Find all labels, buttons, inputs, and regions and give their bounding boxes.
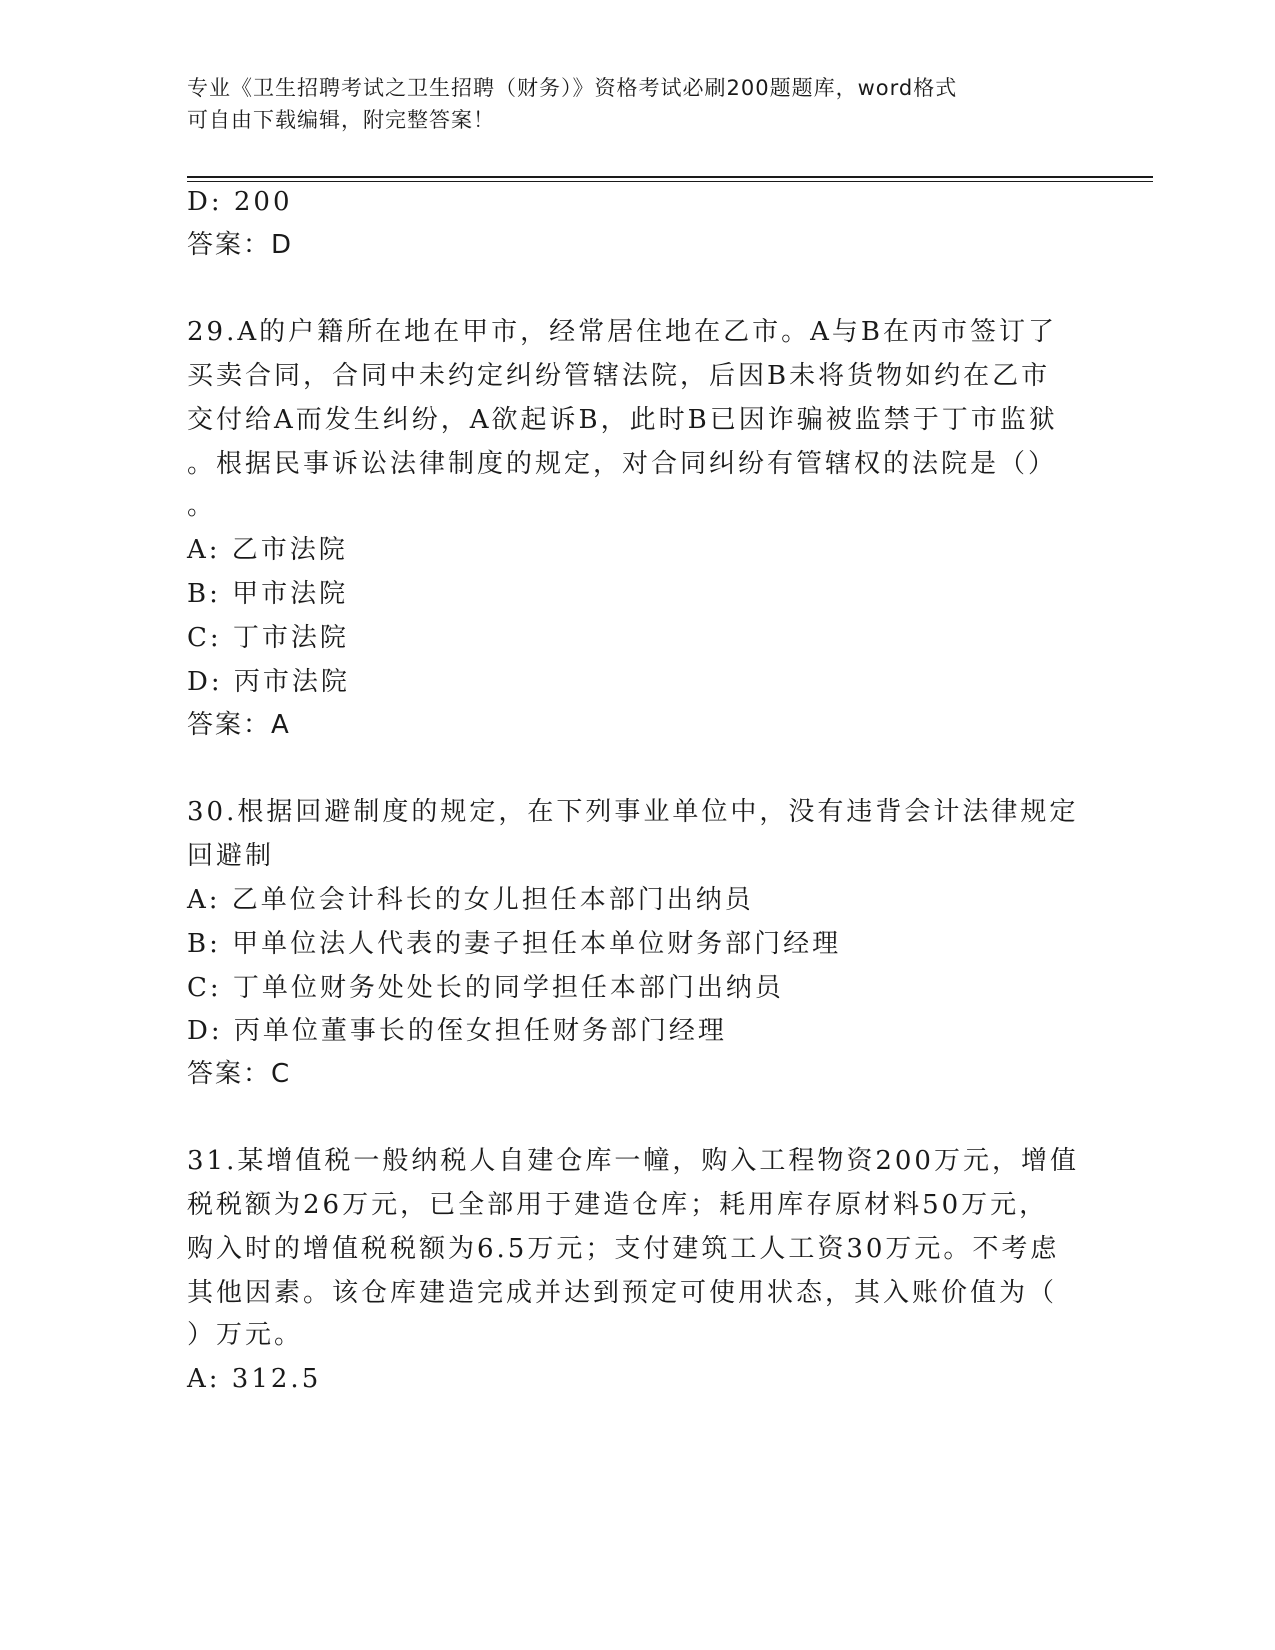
q31-stem-line-1: 31.某增值税一般纳税人自建仓库一幢，购入工程物资200万元，增值 — [187, 1146, 1079, 1176]
q31-stem-line-2: 税税额为26万元，已全部用于建造仓库；耗用库存原材料50万元， — [187, 1190, 1049, 1220]
q29-stem-line-4: 。根据民事诉讼法律制度的规定，对合同纠纷有管辖权的法院是（） — [187, 449, 1058, 479]
q29-stem-line-2: 买卖合同，合同中未约定纠纷管辖法院，后因B未将货物如约在乙市 — [187, 361, 1051, 391]
header-divider-thin — [187, 181, 1153, 182]
q30-option-c: C: 丁单位财务处处长的同学担任本部门出纳员 — [187, 973, 784, 1003]
q31-stem-line-4: 其他因素。该仓库建造完成并达到预定可使用状态，其入账价值为（ — [187, 1278, 1058, 1308]
q31-stem-line-3: 购入时的增值税税额为6.5万元；支付建筑工人工资30万元。不考虑 — [187, 1234, 1060, 1264]
q28-option-d: D: 200 — [187, 187, 293, 217]
q29-stem-line-3: 交付给A而发生纠纷，A欲起诉B，此时B已因诈骗被监禁于丁市监狱 — [187, 405, 1058, 435]
q29-option-b: B: 甲市法院 — [187, 579, 349, 609]
header-title-line-1: 专业《卫生招聘考试之卫生招聘（财务）》资格考试必刷200题题库，word格式 — [187, 76, 958, 100]
q29-option-d: D: 丙市法院 — [187, 667, 350, 697]
header-title-line-2: 可自由下载编辑，附完整答案！ — [187, 108, 495, 132]
q30-option-b: B: 甲单位法人代表的妻子担任本单位财务部门经理 — [187, 929, 842, 959]
document-header — [187, 72, 1067, 136]
header-divider-thick — [187, 176, 1153, 178]
q30-answer: 答案：C — [187, 1059, 292, 1089]
q30-stem-line-2: 回避制 — [187, 841, 275, 871]
q30-option-d: D: 丙单位董事长的侄女担任财务部门经理 — [187, 1016, 727, 1046]
q29-option-c: C: 丁市法院 — [187, 623, 349, 653]
q29-answer: 答案：A — [187, 710, 291, 740]
q28-answer: 答案：D — [187, 230, 294, 260]
q31-option-a: A: 312.5 — [187, 1364, 322, 1394]
q30-option-a: A: 乙单位会计科长的女儿担任本部门出纳员 — [187, 885, 754, 915]
q29-stem-line-5: 。 — [187, 491, 217, 521]
q31-stem-line-5: ）万元。 — [187, 1320, 304, 1350]
q29-stem-line-1: 29.A的户籍所在地在甲市，经常居住地在乙市。A与B在丙市签订了 — [187, 317, 1058, 347]
q30-stem-line-1: 30.根据回避制度的规定，在下列事业单位中，没有违背会计法律规定 — [187, 797, 1079, 827]
q29-option-a: A: 乙市法院 — [187, 535, 348, 565]
